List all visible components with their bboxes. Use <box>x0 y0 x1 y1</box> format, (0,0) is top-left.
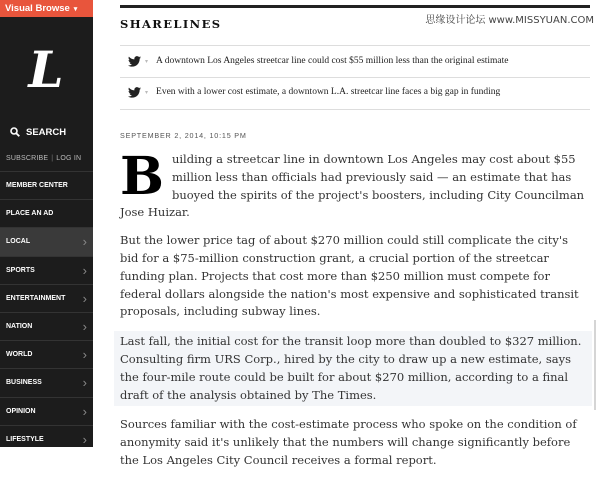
shareline-item[interactable] <box>128 85 500 99</box>
chevron-down-icon[interactable]: ▾ <box>145 58 149 65</box>
nav-item-nation[interactable] <box>0 312 93 340</box>
nav-item-label: LIFESTYLE <box>6 435 44 443</box>
nav-item-label: SPORTS <box>6 266 35 274</box>
chevron-right-icon: › <box>82 375 87 391</box>
nav-item-label: NATION <box>6 323 33 331</box>
article-body <box>120 146 590 480</box>
nav-item-label: PLACE AN AD <box>6 210 54 218</box>
nav-item-label: BUSINESS <box>6 379 42 387</box>
article-dateline: SEPTEMBER 2, 2014, 10:15 PM <box>120 131 247 140</box>
chevron-right-icon: › <box>82 262 87 278</box>
paragraph-text: uilding a streetcar line in downtown Los Angeles may cost about $55 million less than officials had previously said — an estimate that has buoyed the spirits of the project's boosters, including City Councilman Jose Huizar. <box>120 152 585 220</box>
watermark: 思缘设计论坛 www.MISSYUAN.COM <box>425 15 594 26</box>
nav-item-label: MEMBER CENTER <box>6 182 68 190</box>
twitter-icon <box>128 87 141 98</box>
chevron-right-icon: › <box>82 319 87 335</box>
article-paragraph-highlighted: Last fall, the initial cost for the transit loop more than doubled to $327 million. Consulting firm URS Corp., hired by the city to draw up a new estimate, says the four-mile route could be built for about $270 million, according to a final draft of the analysis obtained by The Times. <box>114 331 592 406</box>
chevron-right-icon: › <box>82 431 87 447</box>
twitter-icon <box>128 56 141 67</box>
article-main <box>93 0 600 467</box>
search-label: SEARCH <box>26 126 67 138</box>
divider <box>120 109 590 110</box>
subscribe-link[interactable]: SUBSCRIBE <box>6 155 49 162</box>
chevron-right-icon: › <box>82 403 87 419</box>
chevron-right-icon: › <box>82 234 87 250</box>
nav-item-business[interactable] <box>0 368 93 396</box>
shareline-text: Even with a lower cost estimate, a downtown L.A. streetcar line faces a big gap in funding <box>156 87 501 97</box>
visual-browse-label: Visual Browse <box>5 3 70 14</box>
nav-item-label: ENTERTAINMENT <box>6 294 66 302</box>
link-separator: | <box>51 155 54 162</box>
nav-item-member-center[interactable] <box>0 171 93 199</box>
divider <box>120 77 590 78</box>
chevron-down-icon: ▾ <box>73 5 78 13</box>
chevron-right-icon: › <box>82 290 87 306</box>
nav-item-sports[interactable] <box>0 256 93 284</box>
search-icon <box>10 127 20 137</box>
shareline-item[interactable] <box>128 54 509 68</box>
nav-item-label: OPINION <box>6 407 36 415</box>
visual-browse-button[interactable] <box>0 0 93 17</box>
article-paragraph <box>120 146 590 222</box>
shareline-text: A downtown Los Angeles streetcar line could cost $55 million less than the original estimate <box>156 56 509 66</box>
chevron-down-icon[interactable]: ▾ <box>145 89 149 96</box>
divider <box>120 45 590 46</box>
nav-item-lifestyle[interactable] <box>0 425 93 453</box>
sharelines-heading: SHARELINES <box>120 17 222 31</box>
scrollbar[interactable] <box>594 320 596 410</box>
section-nav <box>0 171 93 453</box>
article-paragraph: But the lower price tag of about $270 million could still complicate the city's bid for a $75-million construction grant, a crucial portion of the streetcar funding plan. Projects that cost more than $250 million must compete for federal dollars alongside the nation's most expensive and sophisticated transit proposals, including subway lines. <box>120 233 579 319</box>
nav-item-place-an-ad[interactable] <box>0 199 93 227</box>
chevron-right-icon: › <box>82 347 87 363</box>
sidebar <box>0 0 93 447</box>
account-links <box>6 155 81 162</box>
la-times-logo[interactable]: L <box>28 40 64 99</box>
nav-item-label: LOCAL <box>6 238 31 246</box>
drop-cap: B <box>120 146 164 207</box>
article-paragraph: Sources familiar with the cost-estimate process who spoke on the condition of anonymity said it's unlikely that the numbers will change significantly before the Los Angeles City Council receives a formal report. <box>120 417 577 467</box>
top-rule <box>120 5 590 8</box>
login-link[interactable]: LOG IN <box>56 155 82 162</box>
nav-item-local[interactable] <box>0 227 93 255</box>
nav-item-world[interactable] <box>0 340 93 368</box>
nav-item-label: WORLD <box>6 351 33 359</box>
nav-item-entertainment[interactable] <box>0 284 93 312</box>
nav-item-opinion[interactable] <box>0 397 93 425</box>
search-button[interactable] <box>10 125 66 139</box>
